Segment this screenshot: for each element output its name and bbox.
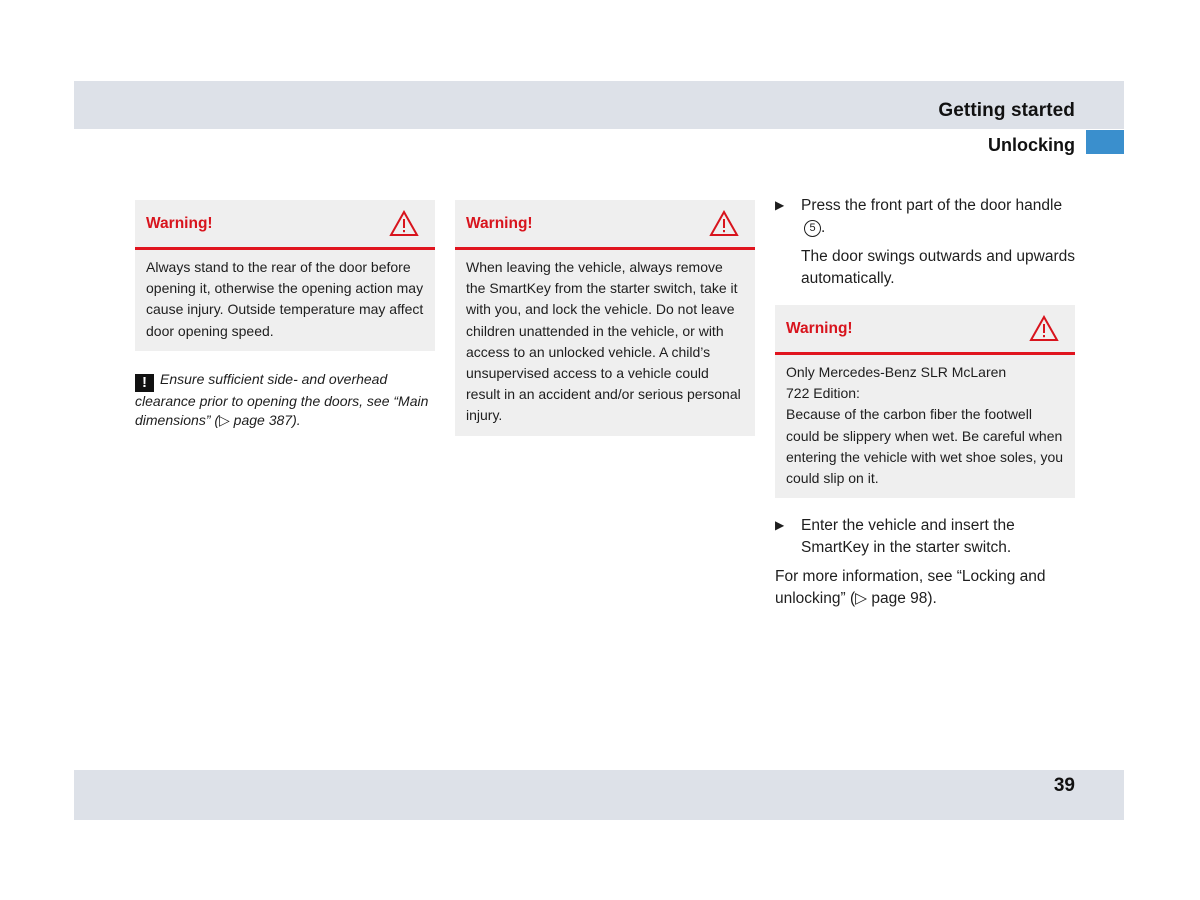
warning-box-footwell [775,305,1075,498]
chapter-tab-marker [1086,130,1124,154]
warning-body [775,355,1075,498]
warning-header [135,200,435,250]
step-bullet-icon: ▶ [775,198,785,212]
step-text: Enter the vehicle and insert the SmartKey in the starter switch. [801,517,1015,556]
warning-text: Always stand to the rear of the door before opening it, otherwise the opening action may cause injury. Outside temperature may affect door opening speed. [146,259,424,339]
warning-header [775,305,1075,355]
warning-box-smartkey [455,200,755,436]
step-text: Press the front part of the door handle [801,197,1063,214]
warning-triangle-icon [1029,315,1059,342]
note-text: Ensure sufficient side- and overhead clearance prior to opening the doors, see “Main dimensions” (▷ page 387). [135,371,429,428]
warning-triangle-icon [709,210,739,237]
exclamation-icon: ! [135,374,154,392]
warning-label: Warning! [786,320,853,337]
page-number: 39 [1053,775,1075,796]
warning-text: When leaving the vehicle, always remove the SmartKey from the starter switch, take it with you, and lock the vehicle. Do not leave children unattended in the vehicle, or with access to an unlocked vehicle. A child’s unsupervised access to a vehicle could result in an accident and/or serious personal injury. [466,259,741,424]
warning-header [455,200,755,250]
warning-box-door-opening [135,200,435,351]
clearance-note [135,370,440,429]
warning-body [455,250,755,436]
step-bullet-icon: ▶ [775,518,785,532]
callout-number-icon: 5 [804,220,821,237]
subsection-title: Unlocking [987,135,1075,155]
warning-text: Because of the carbon fiber the footwell could be slippery when wet. Be careful when entering the vehicle with wet shoe soles, you could slip on it. [786,406,1064,487]
section-title: Getting started [938,100,1075,121]
step-text-container [801,195,1075,238]
more-info-reference: For more information, see “Locking and unlocking” (▷ page 98). [775,568,1046,607]
step-press-door-handle [775,195,1075,238]
warning-edition-line: 722 Edition: [786,385,860,402]
warning-model-line: Only Mercedes-Benz SLR McLaren [786,364,1007,380]
step-result: The door swings outwards and upwards automatically. [801,248,1075,287]
warning-label: Warning! [466,215,533,232]
warning-triangle-icon [389,210,419,237]
footer-band [74,770,1124,820]
step-suffix: . [821,218,826,236]
step-insert-smartkey [775,515,1075,558]
warning-body [135,250,435,351]
warning-label: Warning! [146,215,213,232]
